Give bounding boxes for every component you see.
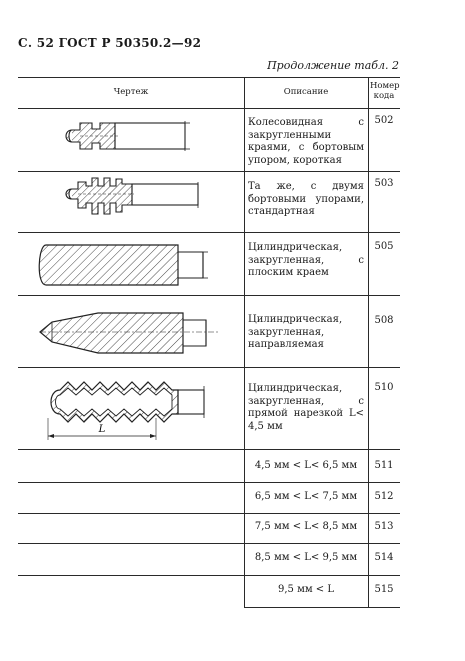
drawing-wheel-tip-short xyxy=(18,109,244,171)
page-header: С. 52 ГОСТ Р 50350.2—92 xyxy=(18,36,202,50)
row-503-code: 503 xyxy=(374,178,394,189)
code-table xyxy=(18,77,400,607)
row-512-code: 512 xyxy=(374,491,394,502)
drawing-cylinder-threaded xyxy=(18,368,244,449)
column-header-drawing: Чертеж xyxy=(113,87,149,97)
row-514-description: 8,5 мм < L< 9,5 мм xyxy=(254,552,358,563)
dimension-label: L xyxy=(98,424,106,435)
row-505-code: 505 xyxy=(374,241,394,252)
row-515-code: 515 xyxy=(374,584,394,595)
row-511-code: 511 xyxy=(374,460,394,471)
drawing-cylinder-flat-edge xyxy=(18,233,244,295)
row-508-code: 508 xyxy=(374,315,394,326)
row-502-description: Колесовидная с закругленными краями, с бортовым упором, короткая xyxy=(248,117,364,166)
row-514-code: 514 xyxy=(374,552,394,563)
row-515-description: 9,5 мм < L xyxy=(277,584,334,595)
row-513-code: 513 xyxy=(374,521,394,532)
drawing-cylinder-guided xyxy=(18,296,244,367)
row-510-code: 510 xyxy=(374,382,394,393)
row-513-description: 7,5 мм < L< 8,5 мм xyxy=(254,521,358,532)
row-510-description: Цилиндрическая, закругленная, с прямой нарезкой L< 4,5 мм xyxy=(248,383,364,432)
row-512-description: 6,5 мм < L< 7,5 мм xyxy=(254,491,358,502)
row-508-description: Цилиндрическая, закругленная, направляемая xyxy=(248,314,343,350)
row-502-code: 502 xyxy=(374,115,394,126)
column-header-code: Номер кода xyxy=(370,81,400,101)
row-505-description: Цилиндрическая, закругленная, с плоским краем xyxy=(248,242,364,278)
row-503-description: Та же, с двумя бортовыми упорами, стандартная xyxy=(248,181,364,217)
drawing-wheel-tip-two-collars xyxy=(18,172,244,232)
row-511-description: 4,5 мм < L< 6,5 мм xyxy=(254,460,358,471)
table-continuation-label: Продолжение табл. 2 xyxy=(267,59,399,72)
column-header-description: Описание xyxy=(283,87,329,97)
